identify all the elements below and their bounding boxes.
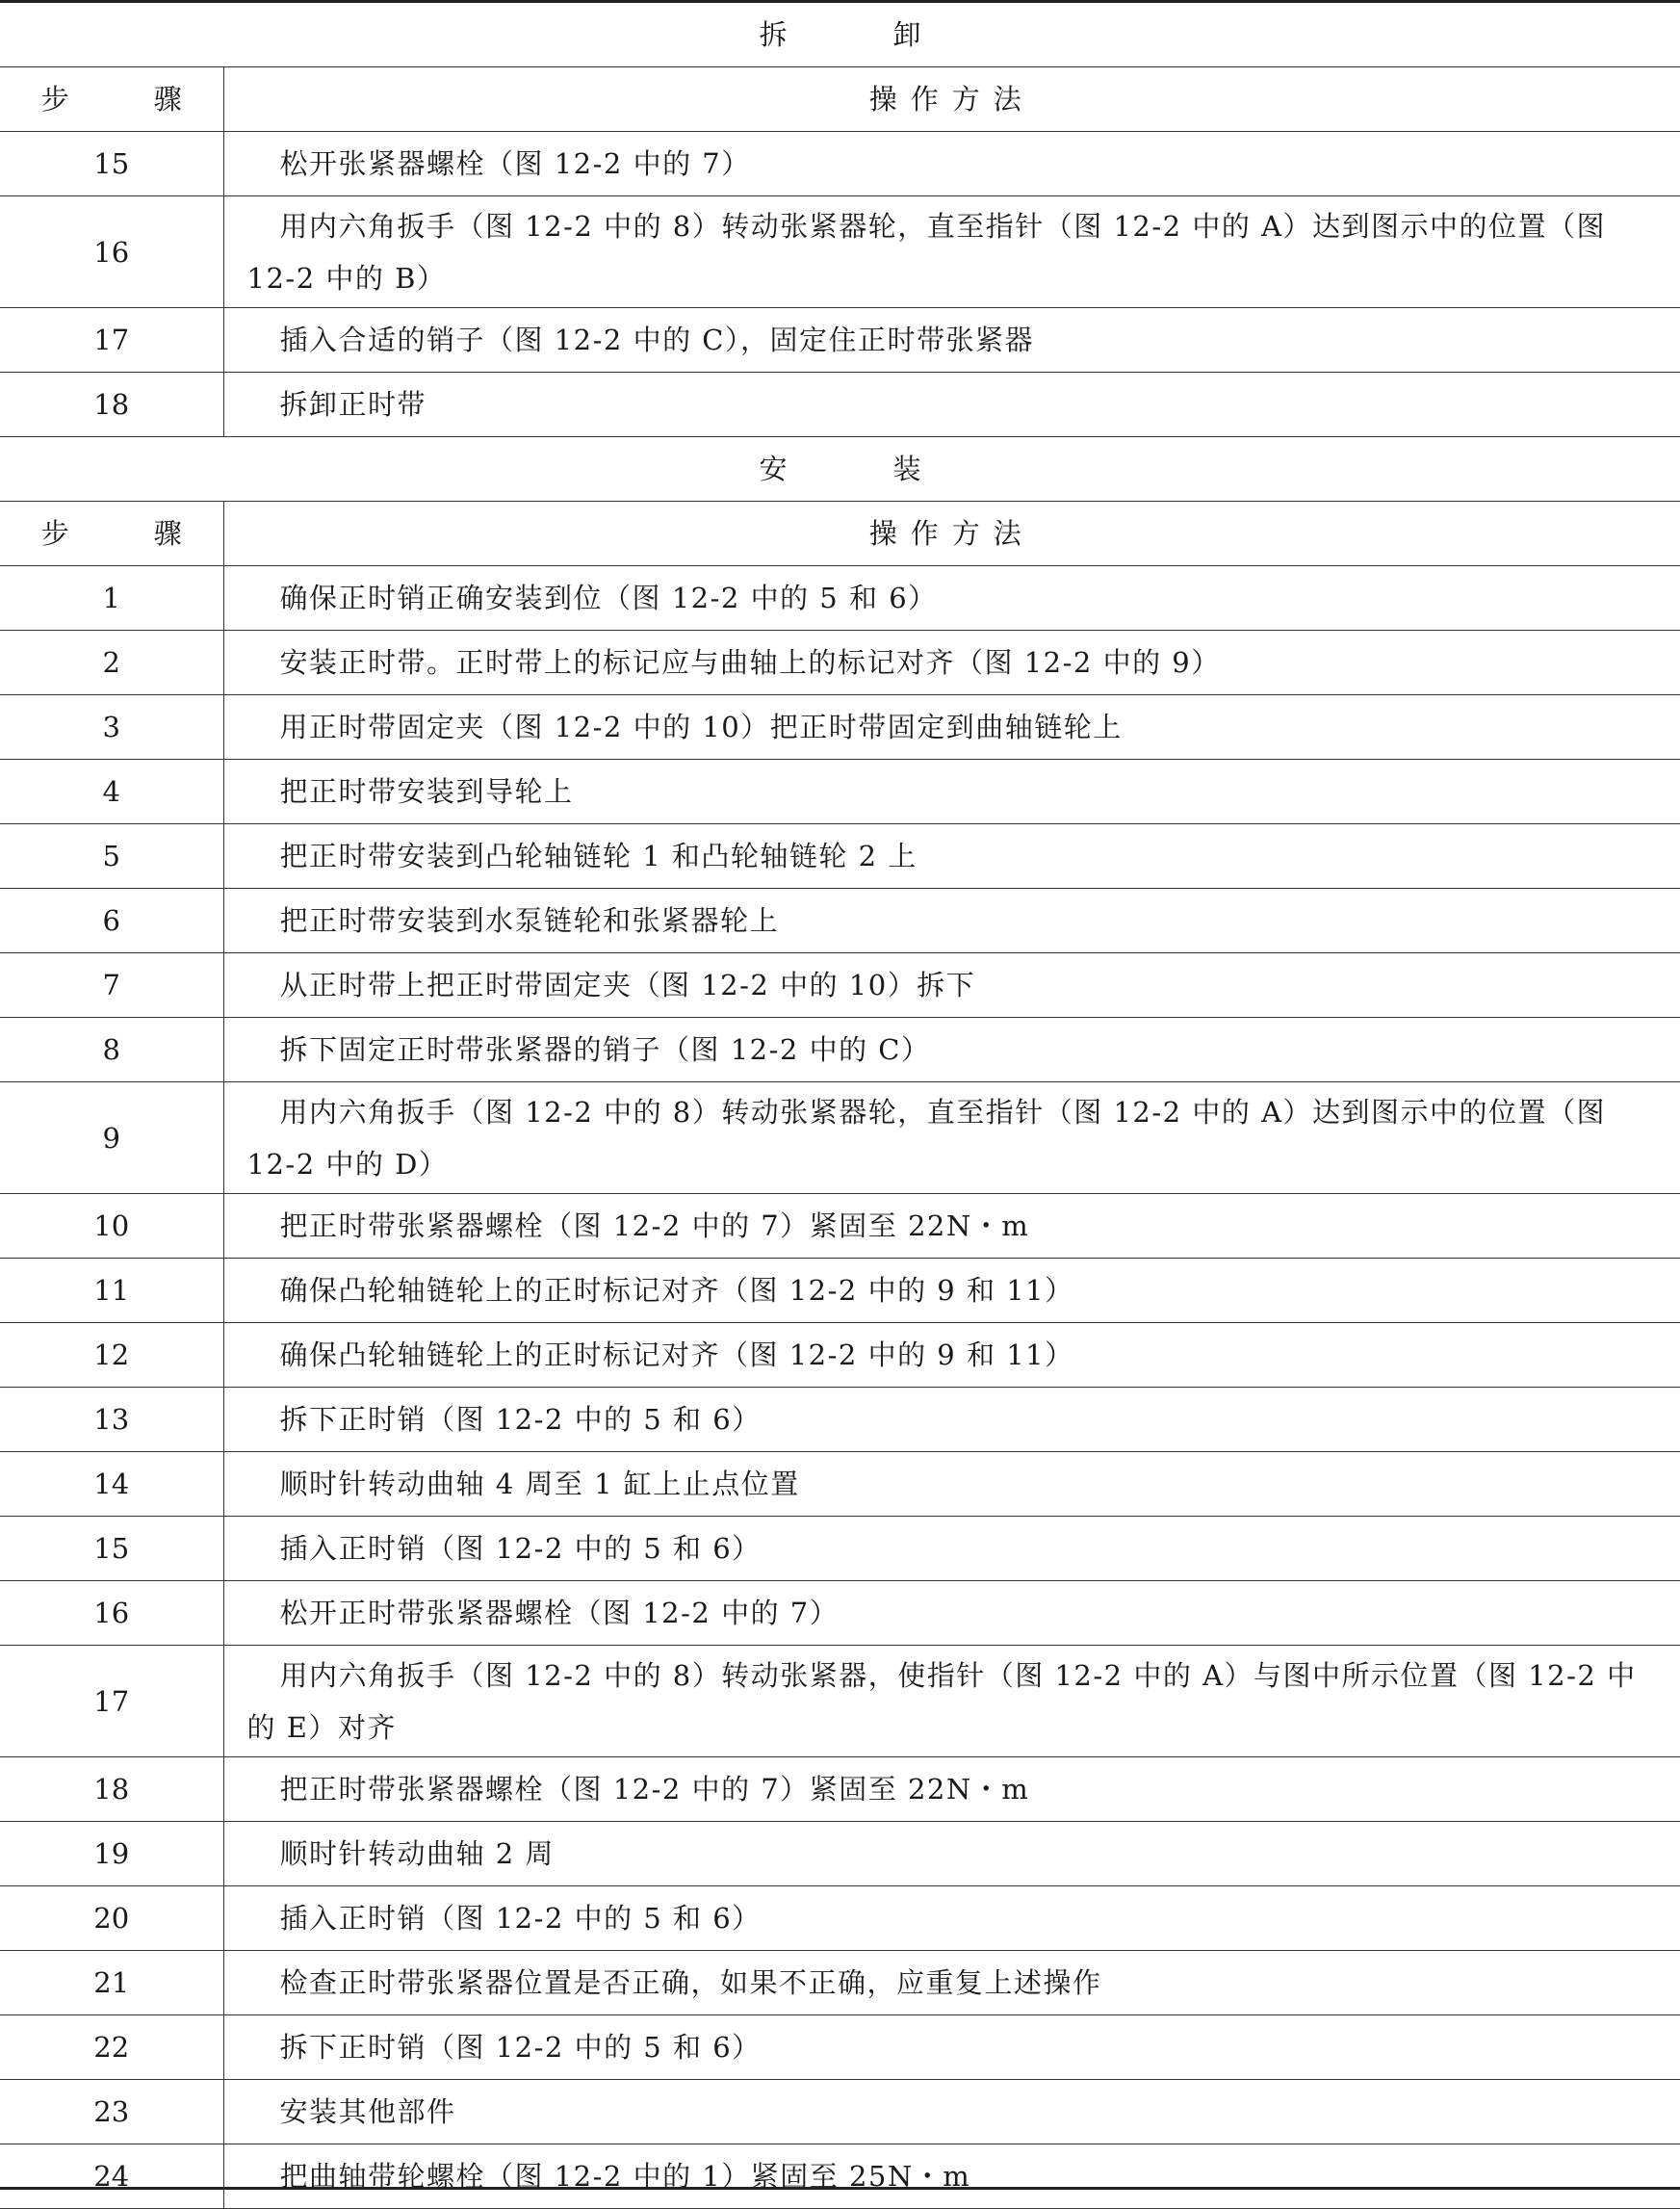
table-row	[0, 2015, 1680, 2080]
table-row	[0, 2144, 1680, 2209]
section-title-row	[0, 3, 1680, 67]
column-header-row	[0, 502, 1680, 566]
step-number: 5	[0, 824, 223, 889]
table-row	[0, 1886, 1680, 1951]
step-method: 检查正时带张紧器位置是否正确，如果不正确，应重复上述操作	[223, 1951, 1680, 2015]
table-row	[0, 631, 1680, 695]
table-row	[0, 196, 1680, 308]
step-number: 12	[0, 1323, 223, 1388]
step-number: 8	[0, 1018, 223, 1082]
step-method: 拆下正时销（图 12-2 中的 5 和 6）	[223, 2015, 1680, 2080]
step-number: 15	[0, 132, 223, 196]
step-number: 21	[0, 1951, 223, 2015]
table-row	[0, 1018, 1680, 1082]
table-row	[0, 1951, 1680, 2015]
step-method: 把正时带张紧器螺栓（图 12-2 中的 7）紧固至 22N・m	[223, 1757, 1680, 1822]
step-number: 16	[0, 1581, 223, 1646]
procedure-table	[0, 3, 1680, 2209]
step-number: 11	[0, 1259, 223, 1323]
step-method: 把正时带安装到水泵链轮和张紧器轮上	[223, 889, 1680, 953]
table-row	[0, 1822, 1680, 1886]
step-method: 松开张紧器螺栓（图 12-2 中的 7）	[223, 132, 1680, 196]
table-row	[0, 1452, 1680, 1517]
step-method: 松开正时带张紧器螺栓（图 12-2 中的 7）	[223, 1581, 1680, 1646]
table-row	[0, 1581, 1680, 1646]
step-number: 14	[0, 1452, 223, 1517]
step-method: 插入正时销（图 12-2 中的 5 和 6）	[223, 1517, 1680, 1581]
step-number: 17	[0, 1646, 223, 1757]
column-header-row	[0, 67, 1680, 132]
step-method: 从正时带上把正时带固定夹（图 12-2 中的 10）拆下	[223, 953, 1680, 1018]
step-method: 把正时带张紧器螺栓（图 12-2 中的 7）紧固至 22N・m	[223, 1194, 1680, 1259]
method-column-header: 操作方法	[223, 502, 1680, 566]
table-row	[0, 308, 1680, 373]
step-method: 安装正时带。正时带上的标记应与曲轴上的标记对齐（图 12-2 中的 9）	[223, 631, 1680, 695]
step-number: 3	[0, 695, 223, 760]
step-number: 1	[0, 566, 223, 631]
table-row	[0, 824, 1680, 889]
step-column-header: 步 骤	[0, 502, 223, 566]
table-row	[0, 1323, 1680, 1388]
table-row	[0, 1757, 1680, 1822]
step-method: 确保凸轮轴链轮上的正时标记对齐（图 12-2 中的 9 和 11）	[223, 1259, 1680, 1323]
table-row	[0, 953, 1680, 1018]
section-title-row	[0, 437, 1680, 502]
table-row	[0, 1082, 1680, 1194]
step-number: 18	[0, 1757, 223, 1822]
step-column-header: 步 骤	[0, 67, 223, 132]
step-method: 用内六角扳手（图 12-2 中的 8）转动张紧器轮，直至指针（图 12-2 中的 A）达到图示中的位置（图 12-2 中的 B）	[223, 196, 1680, 308]
step-number: 17	[0, 308, 223, 373]
step-number: 10	[0, 1194, 223, 1259]
step-number: 15	[0, 1517, 223, 1581]
step-number: 4	[0, 760, 223, 824]
step-number: 13	[0, 1388, 223, 1452]
step-method: 用正时带固定夹（图 12-2 中的 10）把正时带固定到曲轴链轮上	[223, 695, 1680, 760]
step-number: 24	[0, 2144, 223, 2209]
step-method: 拆卸正时带	[223, 373, 1680, 437]
section-title-removal: 拆 卸	[0, 3, 1680, 67]
step-method: 顺时针转动曲轴 4 周至 1 缸上止点位置	[223, 1452, 1680, 1517]
step-method: 把正时带安装到凸轮轴链轮 1 和凸轮轴链轮 2 上	[223, 824, 1680, 889]
table-row	[0, 1194, 1680, 1259]
step-method: 把正时带安装到导轮上	[223, 760, 1680, 824]
step-method: 安装其他部件	[223, 2080, 1680, 2144]
table-row	[0, 373, 1680, 437]
table-row	[0, 695, 1680, 760]
step-number: 6	[0, 889, 223, 953]
step-method: 拆下正时销（图 12-2 中的 5 和 6）	[223, 1388, 1680, 1452]
table-row	[0, 566, 1680, 631]
step-method: 把曲轴带轮螺栓（图 12-2 中的 1）紧固至 25N・m	[223, 2144, 1680, 2209]
step-method: 顺时针转动曲轴 2 周	[223, 1822, 1680, 1886]
table-row	[0, 760, 1680, 824]
step-method: 确保正时销正确安装到位（图 12-2 中的 5 和 6）	[223, 566, 1680, 631]
step-method: 用内六角扳手（图 12-2 中的 8）转动张紧器，使指针（图 12-2 中的 A）与图中所示位置（图 12-2 中的 E）对齐	[223, 1646, 1680, 1757]
step-method: 用内六角扳手（图 12-2 中的 8）转动张紧器轮，直至指针（图 12-2 中的 A）达到图示中的位置（图 12-2 中的 D）	[223, 1082, 1680, 1194]
table-row	[0, 2080, 1680, 2144]
table-row	[0, 889, 1680, 953]
table-row	[0, 1388, 1680, 1452]
step-method: 确保凸轮轴链轮上的正时标记对齐（图 12-2 中的 9 和 11）	[223, 1323, 1680, 1388]
table-row	[0, 1646, 1680, 1757]
step-number: 18	[0, 373, 223, 437]
section-title-installation: 安 装	[0, 437, 1680, 502]
step-number: 23	[0, 2080, 223, 2144]
step-method: 插入合适的销子（图 12-2 中的 C），固定住正时带张紧器	[223, 308, 1680, 373]
step-number: 22	[0, 2015, 223, 2080]
step-number: 2	[0, 631, 223, 695]
table-row	[0, 1259, 1680, 1323]
step-method: 拆下固定正时带张紧器的销子（图 12-2 中的 C）	[223, 1018, 1680, 1082]
method-column-header: 操作方法	[223, 67, 1680, 132]
step-method: 插入正时销（图 12-2 中的 5 和 6）	[223, 1886, 1680, 1951]
step-number: 16	[0, 196, 223, 308]
table-row	[0, 132, 1680, 196]
step-number: 9	[0, 1082, 223, 1194]
step-number: 20	[0, 1886, 223, 1951]
step-number: 19	[0, 1822, 223, 1886]
table-row	[0, 1517, 1680, 1581]
step-number: 7	[0, 953, 223, 1018]
